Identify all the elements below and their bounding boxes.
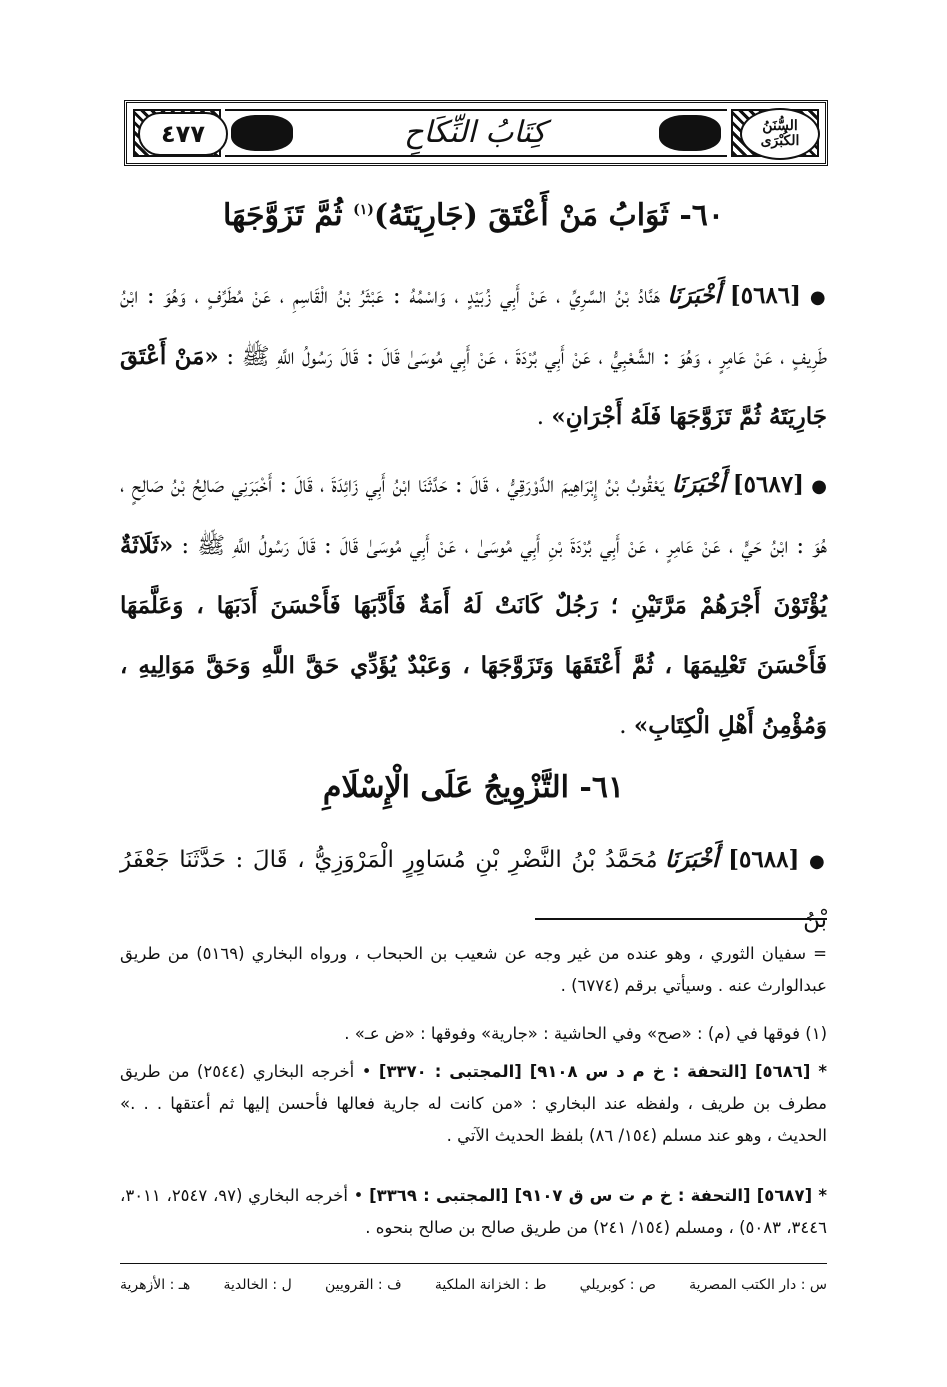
isnad: يَعْقُوبُ بْنُ إِبْرَاهِيمَ الدَّوْرَقِيُّ ، قَالَ : حَدَّثَنَا ابْنُ أَبِي زَائِدَةَ ، قَالَ : أَخْبَرَنِي صَالِحُ بْنُ صَالِحٍ ، هُوَ : ابْنُ حَيٍّ ، عَنْ عَامِرٍ ، عَنْ أَبِي بُرْدَةَ بْنِ أَبِي مُوسَىٰ ، عَنْ أَبِي مُوسَىٰ قَالَ : قَالَ رَسُولُ اللَّهِ ﷺ :	[120, 472, 827, 559]
hadith-number: [٥٦٨٧]	[732, 471, 804, 498]
footnote-separator	[535, 918, 827, 920]
hadith-matn: «مَنْ أَعْتَقَ جَارِيَتَهُ ثُمَّ تَزَوَّجَهَا فَلَهُ أَجْرَانِ»	[120, 343, 827, 430]
takhrij-5686	[120, 1056, 827, 1152]
abbr-item: ط : الخزانة الملكية	[434, 1277, 547, 1293]
abbr-item: ل : الخالدية	[223, 1277, 292, 1293]
takhrij-ref: * [٥٦٨٧] [التحفة : خ م ت س ق ٩١٠٧] [المجتبى : ٣٣٦٩]	[369, 1186, 827, 1205]
abbr-item: ص : كوبريلي	[579, 1277, 656, 1293]
footnote-continuation	[120, 938, 827, 1002]
continuation-mark: =	[813, 944, 827, 963]
hadith-5688	[120, 830, 827, 950]
manuscript-abbreviations	[120, 1272, 827, 1298]
ornament-right	[659, 115, 721, 151]
hadith-5686	[120, 266, 827, 447]
bullet-icon: ●	[808, 851, 827, 872]
page-number: ٤٧٧	[138, 112, 228, 156]
akhbarana: أَخْبَرَنَا	[671, 471, 726, 498]
hadith-number: [٥٦٨٦]	[729, 282, 802, 309]
bullet-icon: ●	[809, 287, 827, 308]
section-60-title-b: ثُمَّ تَزَوَّجَهَا	[222, 198, 354, 233]
hadith-end: .	[536, 404, 552, 430]
section-61-title: ٦١- التَّزْوِيجُ عَلَى الْإِسْلَامِ	[322, 770, 625, 805]
book-title: كِتَابُ النِّكَاحِ	[404, 114, 546, 150]
book-emblem: السُّنَنُ الكُبْرَى	[740, 108, 820, 160]
akhbarana: أَخْبَرَنَا	[664, 846, 719, 873]
akhbarana: أَخْبَرَنَا	[667, 282, 722, 309]
bullet-icon: ●	[811, 476, 828, 497]
section-60-title	[120, 198, 827, 233]
takhrij-5687	[120, 1180, 827, 1244]
ornament-left	[231, 115, 293, 151]
abbr-item: هـ : الأزهرية	[120, 1277, 191, 1293]
continuation-text: سفيان الثوري ، وهو عنده من غير وجه عن شعيب بن الحبحاب ، ورواه البخاري (٥١٦٩) من طريق عبدالوارث عنه . وسيأتي برقم (٦٧٧٤) .	[120, 944, 827, 995]
isnad: مُحَمَّدُ بْنُ النَّضْرِ بْنِ مُسَاوِرٍ الْمَرْوَزِيُّ ، قَالَ : حَدَّثَنَا جَعْفَرُ بْنُ	[120, 847, 827, 933]
footnote-1: (١) فوقها في (م) : «صح» وفي الحاشية : «جارية» وفوقها : «ض عـ» .	[344, 1024, 827, 1043]
abbr-item: س : دار الكتب المصرية	[689, 1277, 827, 1293]
hadith-number: [٥٦٨٨]	[728, 846, 800, 873]
isnad: هَنَّادُ بْنُ السَّرِيِّ ، عَنْ أَبِي زُبَيْدٍ ، وَاسْمُهُ : عَبْثَرُ بْنُ الْقَاسِمِ ، عَنْ مُطَرِّفٍ ، وَهُوَ : ابْنُ طَرِيفٍ ، عَنْ عَامِرٍ ، وَهُوَ : الشَّعْبِيُّ ، عَنْ أَبِي بُرْدَةَ ، عَنْ أَبِي مُوسَىٰ قَالَ : قَالَ رَسُولُ اللَّهِ ﷺ :	[120, 283, 827, 370]
hadith-5687	[120, 455, 827, 756]
section-60-title-a: ٦٠- ثَوَابُ مَنْ أَعْتَقَ (جَارِيَتَهُ)	[373, 198, 725, 233]
bottom-separator	[120, 1263, 827, 1264]
takhrij-text: • أخرجه البخاري (٩٧، ٢٥٤٧، ٣٠١١، ٣٤٤٦، ٥٠٨٣) ، ومسلم (١٥٤/ ٢٤١) من طريق صالح بن صالح بنحوه .	[120, 1186, 827, 1237]
takhrij-text: • أخرجه البخاري (٢٥٤٤) من طريق مطرف بن طريف ، ولفظه عند البخاري : «من كانت له جارية فعالها فأحسن إليها ثم أعتقها . . .» الحديث ، وهو عند مسلم (١٥٤/ ٨٦) بلفظ الحديث الآتي .	[120, 1062, 827, 1145]
abbr-item: ف : القرويين	[324, 1277, 402, 1293]
hadith-end: .	[619, 713, 634, 739]
footnote-marker-1: (١)	[353, 202, 374, 218]
hadith-matn: «ثَلَاثَةٌ يُؤْتَوْنَ أَجْرَهُمْ مَرَّتَيْنِ ؛ رَجُلٌ كَانَتْ لَهُ أَمَةٌ فَأَدَّبَهَا فَأَحْسَنَ أَدَبَهَا ، وَعَلَّمَهَا فَأَحْسَنَ تَعْلِيمَهَا ، ثُمَّ أَعْتَقَهَا وَتَزَوَّجَهَا ، وَعَبْدٌ يُؤَدِّي حَقَّ اللَّهِ وَحَقَّ مَوَالِيهِ ، وَمُؤْمِنُ أَهْلِ الْكِتَابِ»	[120, 532, 827, 739]
takhrij-ref: * [٥٦٨٦] [التحفة : خ م د س ٩١٠٨] [المجتبى : ٣٣٧٠]	[378, 1062, 827, 1081]
